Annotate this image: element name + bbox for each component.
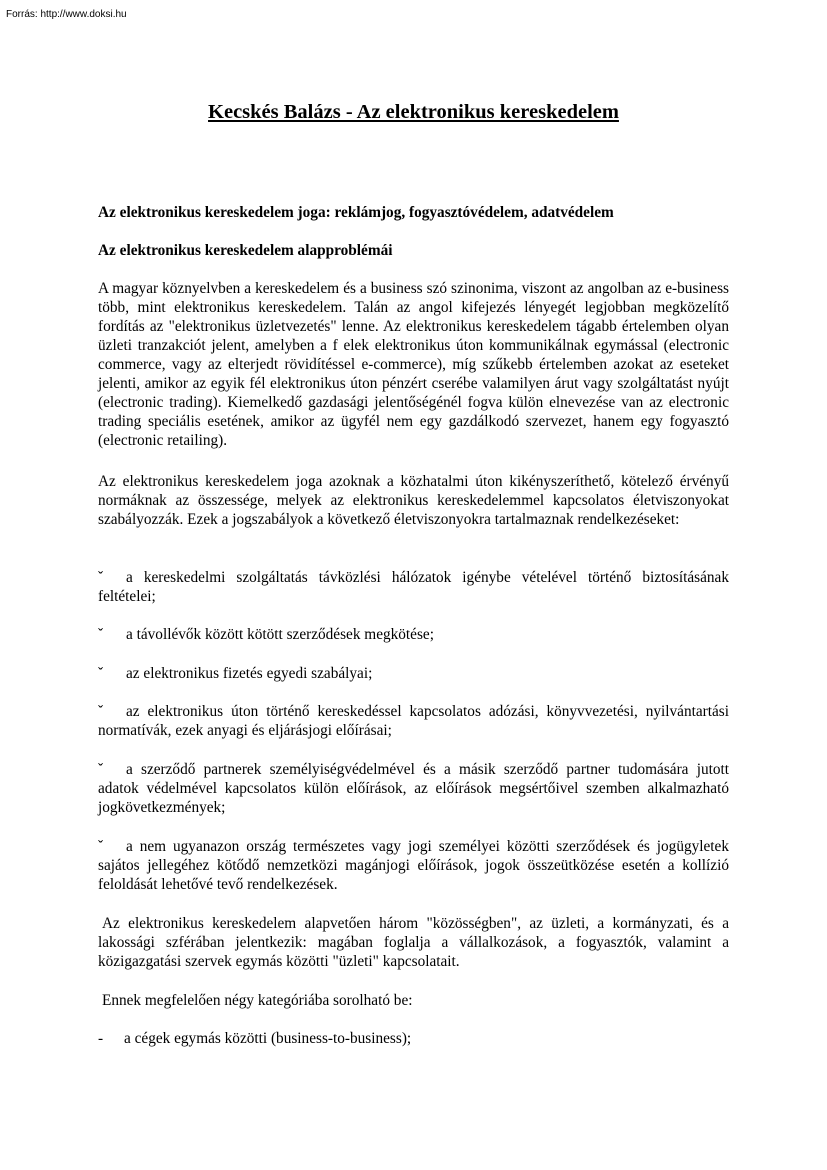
section-heading: Az elektronikus kereskedelem joga: reklámjog, fogyasztóvédelem, adatvédelem bbox=[98, 204, 614, 221]
list-item-text: a nem ugyanazon ország természetes vagy jogi személyei közötti szerződések és jogügyletek sajátos jellegéhez kötődő nemzetközi magánjogi előírások, jogok összeütközése esetén a kollízió feloldását lehetővé tevő rendelkezések. bbox=[98, 838, 729, 893]
list-item bbox=[98, 702, 729, 740]
source-line: Forrás: http://www.doksi.hu bbox=[6, 9, 127, 20]
list-item-text: a kereskedelmi szolgáltatás távközlési hálózatok igénybe vételével történő biztosításának feltételei; bbox=[98, 569, 729, 605]
paragraph-law-definition: Az elektronikus kereskedelem joga azoknak a közhatalmi úton kikényszeríthető, kötelező érvényű normáknak az összessége, melyek az elektronikus kereskedelemmel kapcsolatos életviszonyokat szabályozzák. Ezek a jogszabályok a következő életviszonyokra tartalmaznak rendelkezéseket: bbox=[98, 473, 729, 528]
subsection-heading: Az elektronikus kereskedelem alapproblémái bbox=[98, 242, 393, 259]
bullet-mark: ˇ bbox=[98, 761, 104, 778]
dash-mark: - bbox=[98, 1030, 104, 1047]
bullet-mark: ˇ bbox=[98, 569, 104, 586]
list-item bbox=[98, 837, 729, 894]
bullet-mark: ˇ bbox=[98, 665, 104, 682]
list-item bbox=[98, 760, 729, 817]
paragraph-communities: Az elektronikus kereskedelem alapvetően három "közösségben", az üzleti, a kormányzati, és a lakossági szférában jelentkezik: magában foglalja a vállalkozások, a fogyasztók, valamint a közigazgatási szervek egymás közötti "üzleti" kapcsolatait. bbox=[98, 915, 729, 970]
list-item bbox=[98, 568, 729, 606]
list-item-text: a cégek egymás közötti (business-to-business); bbox=[124, 1030, 412, 1047]
list-item-text: a távollévők között kötött szerződések megkötése; bbox=[126, 626, 434, 643]
list-item bbox=[98, 664, 729, 683]
bullet-mark: ˇ bbox=[98, 838, 104, 855]
paragraph-intro: A magyar köznyelvben a kereskedelem és a business szó szinonima, viszont az angolban az e-business több, mint elektronikus kereskedelem. Talán az angol kifejezés lényegét legjobban megközelítő fordítás az "elektronikus üzletvezetés" lenne. Az elektronikus kereskedelem tágabb értelemben olyan üzleti tranzakciót jelent, amelyben a f elek elektronikus úton kommunikálnak egymással (electronic commerce, vagy az elterjedt rövidítéssel e-commerce), míg szűkebb értelemben azokat az eseteket jelenti, amikor az egyik fél elektronikus úton pénzért cserébe valamilyen árut vagy szolgáltatást nyújt (electronic trading). Kiemelkedő gazdasági jelentőségénél fogva külön elnevezése van az electronic trading speciális esetének, amikor az ügyfél nem egy gazdálkodó szervezet, hanem egy fogyasztó (electronic retailing). bbox=[98, 280, 729, 449]
list-item-text: a szerződő partnerek személyiségvédelmével és a másik szerződő partner tudomására jutott adatok védelmével kapcsolatos külön előírások, az előírások megsértőivel szemben alkalmazható jogkövetkezmények; bbox=[98, 761, 729, 816]
list-item bbox=[98, 1029, 729, 1048]
document-title: Kecskés Balázs - Az elektronikus kereskedelem bbox=[208, 101, 619, 123]
list-item-text: az elektronikus fizetés egyedi szabályai; bbox=[126, 665, 373, 682]
bullet-mark: ˇ bbox=[98, 703, 104, 720]
paragraph-categories: Ennek megfelelően négy kategóriába sorolható be: bbox=[102, 992, 413, 1009]
bullet-mark: ˇ bbox=[98, 626, 104, 643]
list-item bbox=[98, 625, 729, 644]
list-item-text: az elektronikus úton történő kereskedéssel kapcsolatos adózási, könyvvezetési, nyilvántartási normatívák, ezek anyagi és eljárásjogi előírásai; bbox=[98, 703, 729, 739]
